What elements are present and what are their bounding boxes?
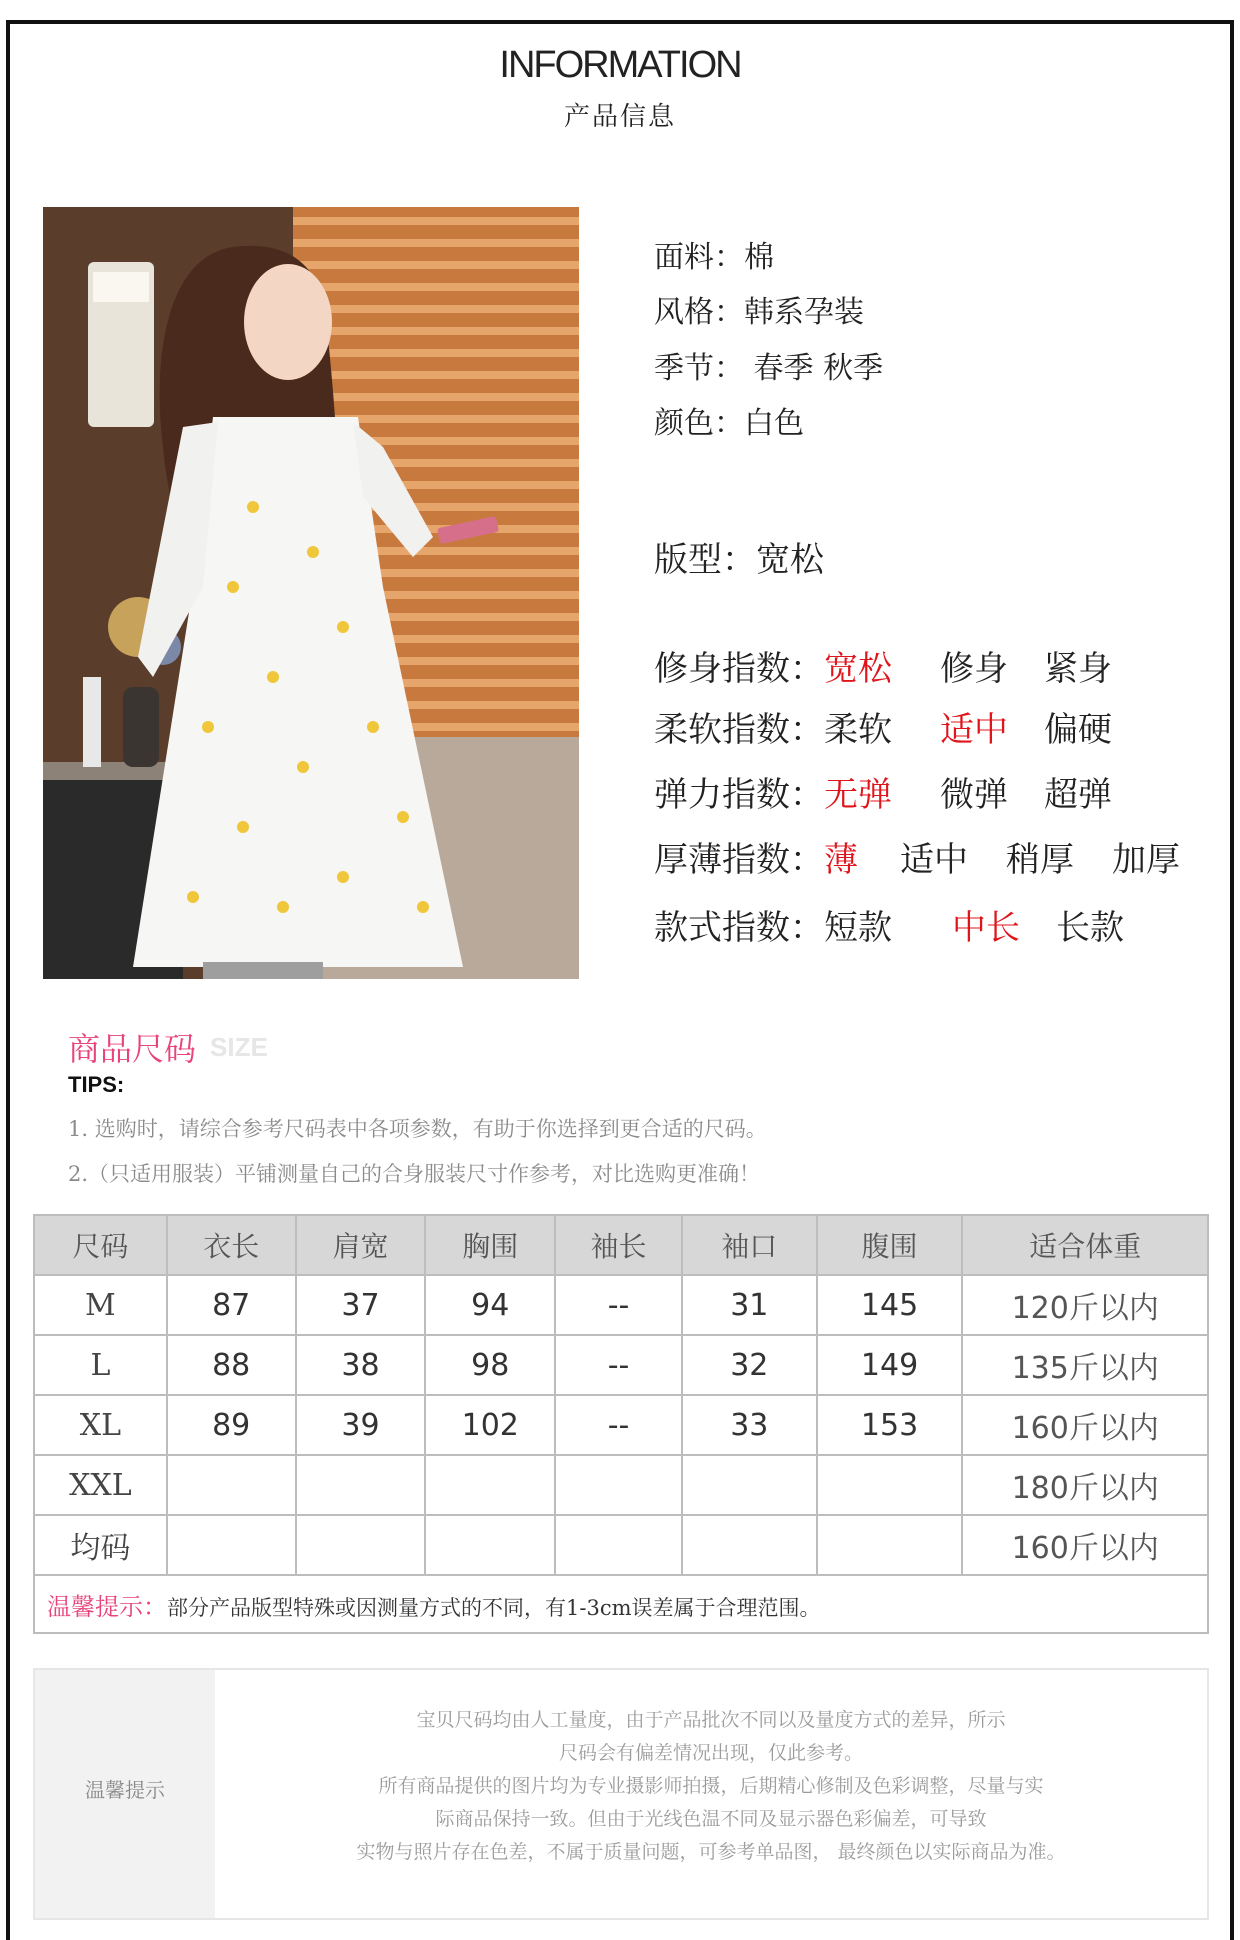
notice-label: 温馨提示	[85, 1778, 165, 1802]
table-cell-size: XXL	[34, 1455, 167, 1515]
size-table-header	[34, 1215, 1208, 1275]
index-option: 紧身	[1044, 649, 1112, 689]
index-label: 修身指数：	[654, 649, 824, 689]
index-label: 款式指数：	[654, 908, 824, 948]
table-cell: 94	[425, 1275, 555, 1335]
table-note-row	[34, 1575, 1208, 1633]
index-option: 超弹	[1044, 775, 1112, 815]
table-note	[34, 1575, 1208, 1633]
notice-box	[33, 1668, 1209, 1920]
spec-style: 风格：韩系孕装	[654, 295, 864, 330]
product-photo-illustration	[43, 207, 579, 979]
table-cell-weight: 160斤以内	[962, 1515, 1208, 1575]
index-option: 短款	[824, 908, 892, 948]
note-label: 温馨提示：	[47, 1592, 167, 1621]
spec-fabric: 面料：棉	[654, 240, 774, 275]
index-row-thickness	[654, 832, 1180, 881]
table-cell-weight: 135斤以内	[962, 1335, 1208, 1395]
table-cell	[296, 1455, 426, 1515]
table-cell: 37	[296, 1275, 426, 1335]
index-label: 柔软指数：	[654, 710, 824, 750]
table-cell: --	[555, 1395, 682, 1455]
table-cell: 87	[167, 1275, 296, 1335]
table-cell	[167, 1455, 296, 1515]
index-option-selected: 无弹	[824, 775, 892, 815]
table-row	[34, 1455, 1208, 1515]
notice-sidebar	[35, 1670, 215, 1918]
table-cell: --	[555, 1335, 682, 1395]
table-cell-weight: 120斤以内	[962, 1275, 1208, 1335]
spec-season: 季节： 春季 秋季	[654, 351, 884, 386]
header-cell: 衣长	[167, 1215, 296, 1275]
index-option: 微弹	[940, 775, 1008, 815]
index-label: 厚薄指数：	[654, 840, 824, 880]
table-cell: 89	[167, 1395, 296, 1455]
index-option: 偏硬	[1044, 710, 1112, 750]
table-cell	[425, 1455, 555, 1515]
header-cell: 袖长	[555, 1215, 682, 1275]
table-cell: 98	[425, 1335, 555, 1395]
table-cell-size: M	[34, 1275, 167, 1335]
index-option-selected: 宽松	[824, 649, 892, 689]
table-row	[34, 1275, 1208, 1335]
header-cell: 袖口	[682, 1215, 817, 1275]
table-cell	[682, 1515, 817, 1575]
index-option: 修身	[940, 649, 1008, 689]
table-cell: 32	[682, 1335, 817, 1395]
table-cell: 153	[817, 1395, 963, 1455]
table-cell: 145	[817, 1275, 963, 1335]
index-option: 稍厚	[1006, 840, 1074, 880]
notice-line: 实物与照片存在色差，不属于质量问题，可参考单品图， 最终颜色以实际商品为准。	[356, 1841, 1066, 1863]
table-cell: 39	[296, 1395, 426, 1455]
index-option-selected: 适中	[940, 710, 1008, 750]
notice-line: 宝贝尺码均由人工量度，由于产品批次不同以及量度方式的差异，所示	[416, 1709, 1006, 1731]
table-cell	[296, 1515, 426, 1575]
header-cell: 腹围	[817, 1215, 963, 1275]
header-cell: 肩宽	[296, 1215, 426, 1275]
index-row-softness	[654, 702, 1112, 751]
size-section-title: 商品尺码	[68, 1030, 197, 1068]
index-option: 适中	[900, 840, 968, 880]
notice-body	[215, 1704, 1207, 1869]
table-cell-size: L	[34, 1335, 167, 1395]
header-cell: 适合体重	[962, 1215, 1208, 1275]
header-cell: 尺码	[34, 1215, 167, 1275]
table-cell	[817, 1455, 963, 1515]
index-option: 加厚	[1112, 840, 1180, 880]
table-cell: --	[555, 1275, 682, 1335]
table-cell	[682, 1455, 817, 1515]
tips-label: TIPS:	[68, 1072, 125, 1097]
index-row-length	[654, 900, 1124, 949]
header-title-en: INFORMATION	[499, 44, 741, 86]
table-cell-weight: 180斤以内	[962, 1455, 1208, 1515]
notice-line: 尺码会有偏差情况出现，仅此参考。	[558, 1742, 863, 1764]
table-cell: 31	[682, 1275, 817, 1335]
table-row	[34, 1335, 1208, 1395]
tip-2: 2.（只适用服装）平铺测量自己的合身服装尺寸作参考，对比选购更准确！	[68, 1162, 761, 1186]
index-row-elasticity	[654, 767, 1112, 816]
table-cell	[555, 1515, 682, 1575]
table-row	[34, 1395, 1208, 1455]
table-cell: 33	[682, 1395, 817, 1455]
index-option-selected: 薄	[824, 840, 858, 880]
index-label: 弹力指数：	[654, 775, 824, 815]
product-photo	[43, 207, 579, 979]
tip-1: 1. 选购时，请综合参考尺码表中各项参数，有助于你选择到更合适的尺码。	[68, 1117, 767, 1141]
table-cell	[425, 1515, 555, 1575]
index-option: 柔软	[824, 710, 892, 750]
header-cell: 胸围	[425, 1215, 555, 1275]
spec-fit: 版型：宽松	[654, 540, 824, 580]
note-text: 部分产品版型特殊或因测量方式的不同，有1-3cm误差属于合理范围。	[167, 1595, 821, 1620]
table-cell-size: XL	[34, 1395, 167, 1455]
table-cell: 102	[425, 1395, 555, 1455]
size-table	[33, 1214, 1209, 1634]
table-row	[34, 1515, 1208, 1575]
table-cell: 149	[817, 1335, 963, 1395]
index-option-selected: 中长	[952, 908, 1020, 948]
table-cell-weight: 160斤以内	[962, 1395, 1208, 1455]
header-title-cn: 产品信息	[563, 102, 676, 132]
table-cell	[555, 1455, 682, 1515]
table-cell: 88	[167, 1335, 296, 1395]
spec-color: 颜色：白色	[654, 406, 804, 441]
index-option: 长款	[1056, 908, 1124, 948]
size-section-subtitle: SIZE	[210, 1032, 268, 1062]
notice-line: 际商品保持一致。但由于光线色温不同及显示器色彩偏差，可导致	[435, 1808, 987, 1830]
notice-line: 所有商品提供的图片均为专业摄影师拍摄，后期精心修制及色彩调整，尽量与实	[378, 1775, 1044, 1797]
table-cell	[817, 1515, 963, 1575]
index-row-fit	[654, 641, 1112, 690]
table-cell-size: 均码	[34, 1515, 167, 1575]
table-cell	[167, 1515, 296, 1575]
table-cell: 38	[296, 1335, 426, 1395]
